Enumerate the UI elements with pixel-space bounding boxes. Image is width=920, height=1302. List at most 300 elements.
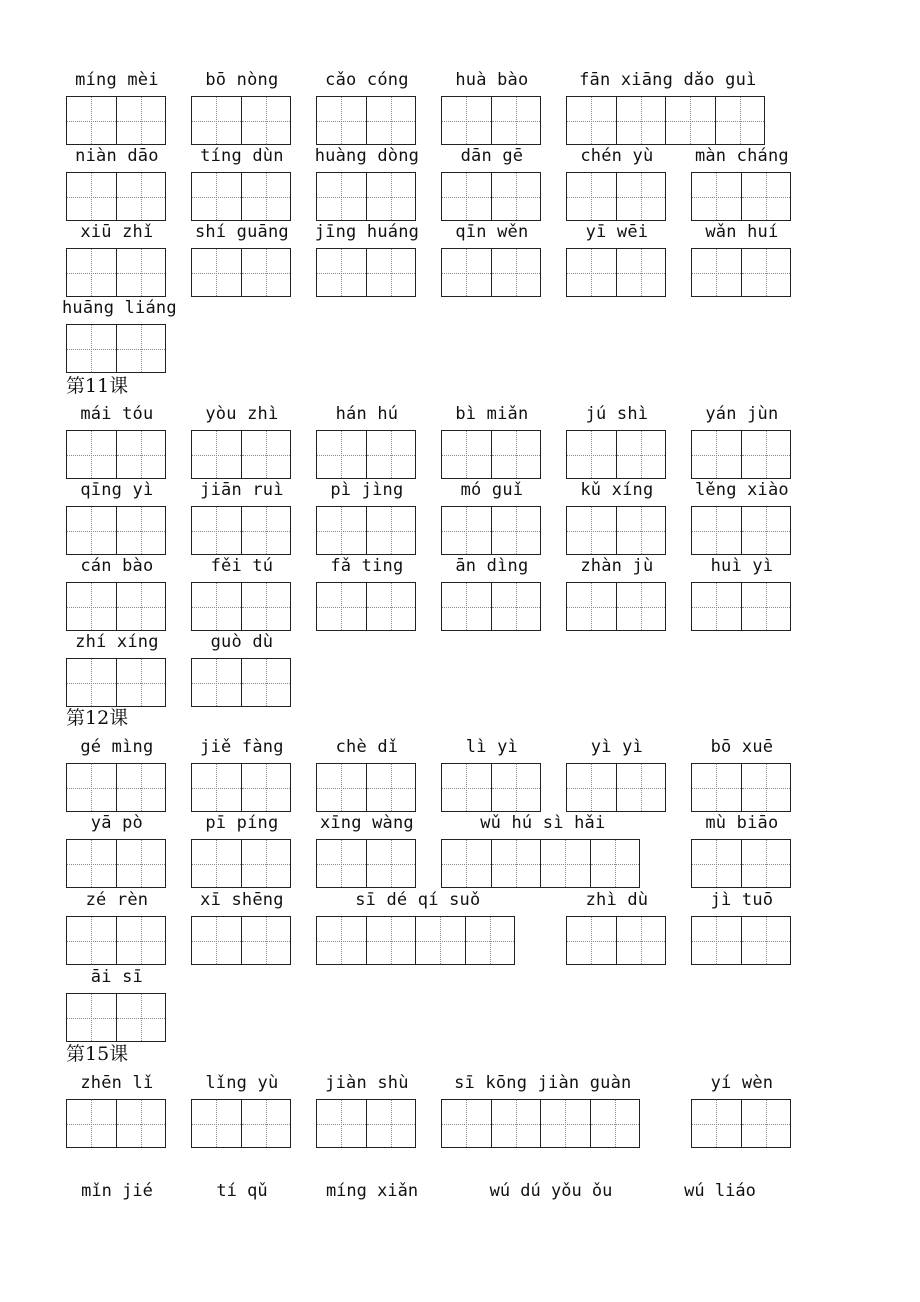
writing-grid[interactable] [66, 658, 166, 707]
character-cell[interactable] [742, 249, 792, 296]
writing-grid[interactable] [191, 506, 291, 555]
character-cell[interactable] [67, 173, 117, 220]
writing-grid[interactable] [66, 324, 166, 373]
character-cell[interactable] [367, 97, 417, 144]
pinyin-word [316, 737, 418, 813]
pinyin-word [316, 70, 418, 146]
character-cell[interactable] [692, 431, 742, 478]
pinyin-word [62, 298, 177, 374]
character-cell[interactable] [541, 1100, 591, 1147]
writing-grid[interactable] [441, 172, 541, 221]
word-row [0, 404, 920, 482]
writing-grid[interactable] [441, 506, 541, 555]
pinyin-label: xī shēng [200, 890, 284, 910]
pinyin-word [316, 1073, 418, 1149]
pinyin-label: chè dǐ [335, 737, 399, 757]
pinyin-label: jú shì [585, 404, 649, 424]
character-cell[interactable] [442, 173, 492, 220]
character-cell[interactable] [617, 431, 667, 478]
character-cell[interactable] [492, 431, 542, 478]
writing-grid[interactable] [691, 1099, 791, 1148]
character-cell[interactable] [242, 659, 292, 706]
character-cell[interactable] [492, 249, 542, 296]
character-cell[interactable] [692, 507, 742, 554]
pinyin-word [66, 556, 168, 632]
pinyin-word [566, 737, 668, 813]
character-cell[interactable] [117, 173, 167, 220]
pinyin-word [66, 890, 168, 966]
character-cell[interactable] [692, 583, 742, 630]
character-cell[interactable] [442, 840, 492, 887]
character-cell[interactable] [617, 173, 667, 220]
pinyin-label: mó guǐ [460, 480, 524, 500]
writing-grid[interactable] [316, 1099, 416, 1148]
pinyin-label: huāng liáng [62, 298, 177, 318]
writing-grid[interactable] [66, 763, 166, 812]
word-row [0, 480, 920, 558]
pinyin-label: lì yì [465, 737, 518, 757]
character-cell[interactable] [617, 97, 667, 144]
character-cell[interactable] [367, 840, 417, 887]
character-cell[interactable] [742, 917, 792, 964]
pinyin-label: pī píng [205, 813, 279, 833]
character-cell[interactable] [442, 507, 492, 554]
writing-grid[interactable] [441, 763, 541, 812]
pinyin-word [191, 632, 293, 708]
character-cell[interactable] [117, 583, 167, 630]
writing-grid[interactable] [316, 763, 416, 812]
pinyin-label: yí wèn [710, 1073, 774, 1093]
pinyin-word [566, 890, 668, 966]
character-cell[interactable] [242, 840, 292, 887]
character-cell[interactable] [591, 840, 641, 887]
pinyin-label: míng mèi [75, 70, 159, 90]
writing-grid[interactable] [316, 96, 416, 145]
character-cell[interactable] [242, 917, 292, 964]
character-cell[interactable] [67, 994, 117, 1041]
writing-grid[interactable] [566, 763, 666, 812]
pinyin-word [691, 813, 793, 889]
pinyin-label: jīng huáng [314, 222, 420, 242]
pinyin-word [191, 222, 293, 298]
pinyin-label: tíng dùn [200, 146, 284, 166]
pinyin-word [66, 1073, 168, 1149]
character-cell[interactable] [567, 507, 617, 554]
character-cell[interactable] [367, 173, 417, 220]
pinyin-label: guò dù [210, 632, 274, 652]
character-cell[interactable] [67, 431, 117, 478]
pinyin-word [191, 404, 293, 480]
character-cell[interactable] [442, 97, 492, 144]
writing-grid[interactable] [566, 172, 666, 221]
character-cell[interactable] [242, 764, 292, 811]
pinyin-label: cǎo cóng [325, 70, 409, 90]
character-cell[interactable] [466, 917, 516, 964]
writing-grid[interactable] [691, 172, 791, 221]
writing-grid[interactable] [691, 582, 791, 631]
pinyin-word [566, 556, 668, 632]
word-row [0, 222, 920, 300]
pinyin-label: zhì dù [585, 890, 649, 910]
character-cell[interactable] [442, 764, 492, 811]
character-cell[interactable] [742, 764, 792, 811]
writing-grid[interactable] [66, 1099, 166, 1148]
writing-grid[interactable] [691, 763, 791, 812]
pinyin-label: zhēn lǐ [80, 1073, 154, 1093]
writing-grid[interactable] [316, 839, 416, 888]
pinyin-word [316, 222, 418, 298]
pinyin-label: mǐn jié [81, 1181, 153, 1201]
character-cell[interactable] [192, 583, 242, 630]
character-cell[interactable] [567, 764, 617, 811]
pinyin-word [66, 967, 168, 1043]
character-cell[interactable] [117, 764, 167, 811]
pinyin-label: dān gē [460, 146, 524, 166]
pinyin-label: jiàn shù [325, 1073, 409, 1093]
pinyin-word [66, 737, 168, 813]
word-row [0, 298, 920, 376]
character-cell[interactable] [242, 431, 292, 478]
character-cell[interactable] [192, 659, 242, 706]
character-cell[interactable] [541, 840, 591, 887]
character-cell[interactable] [492, 583, 542, 630]
pinyin-label: xīng wàng [319, 813, 414, 833]
pinyin-word [691, 222, 793, 298]
character-cell[interactable] [117, 1100, 167, 1147]
character-cell[interactable] [192, 507, 242, 554]
writing-grid[interactable] [691, 248, 791, 297]
pinyin-word [66, 404, 168, 480]
character-cell[interactable] [492, 173, 542, 220]
character-cell[interactable] [567, 583, 617, 630]
pinyin-label: wú dú yǒu ǒu [489, 1181, 613, 1201]
pinyin-word [66, 70, 168, 146]
character-cell[interactable] [716, 97, 766, 144]
character-cell[interactable] [192, 97, 242, 144]
pinyin-label: tí qǔ [216, 1181, 268, 1201]
character-cell[interactable] [67, 840, 117, 887]
pinyin-label: bì miǎn [455, 404, 529, 424]
pinyin-label: fěi tú [210, 556, 274, 576]
pinyin-label: màn cháng [694, 146, 789, 166]
writing-grid[interactable] [191, 430, 291, 479]
character-cell[interactable] [192, 840, 242, 887]
character-cell[interactable] [567, 97, 617, 144]
pinyin-word [441, 222, 543, 298]
character-cell[interactable] [192, 764, 242, 811]
character-cell[interactable] [492, 507, 542, 554]
writing-grid[interactable] [691, 430, 791, 479]
character-cell[interactable] [617, 583, 667, 630]
pinyin-label: zhí xíng [75, 632, 159, 652]
pinyin-word [316, 890, 520, 966]
character-cell[interactable] [692, 249, 742, 296]
writing-grid[interactable] [691, 839, 791, 888]
character-cell[interactable] [416, 917, 466, 964]
writing-grid[interactable] [191, 839, 291, 888]
character-cell[interactable] [317, 917, 367, 964]
character-cell[interactable] [692, 1100, 742, 1147]
character-cell[interactable] [666, 97, 716, 144]
character-cell[interactable] [742, 507, 792, 554]
character-cell[interactable] [692, 840, 742, 887]
writing-grid[interactable] [441, 839, 640, 888]
character-cell[interactable] [742, 1100, 792, 1147]
character-cell[interactable] [567, 249, 617, 296]
writing-grid[interactable] [316, 172, 416, 221]
character-cell[interactable] [67, 917, 117, 964]
character-cell[interactable] [567, 917, 617, 964]
pinyin-label: qīng yì [80, 480, 154, 500]
writing-grid[interactable] [66, 96, 166, 145]
character-cell[interactable] [192, 917, 242, 964]
character-cell[interactable] [317, 583, 367, 630]
character-cell[interactable] [242, 97, 292, 144]
word-row [0, 632, 920, 710]
character-cell[interactable] [692, 764, 742, 811]
writing-grid[interactable] [316, 248, 416, 297]
writing-grid[interactable] [191, 582, 291, 631]
character-cell[interactable] [567, 173, 617, 220]
character-cell[interactable] [67, 507, 117, 554]
character-cell[interactable] [117, 431, 167, 478]
character-cell[interactable] [117, 325, 167, 372]
writing-grid[interactable] [691, 916, 791, 965]
character-cell[interactable] [492, 1100, 542, 1147]
character-cell[interactable] [367, 1100, 417, 1147]
writing-grid[interactable] [191, 172, 291, 221]
pinyin-word [691, 890, 793, 966]
character-cell[interactable] [67, 249, 117, 296]
character-cell[interactable] [742, 431, 792, 478]
character-cell[interactable] [692, 917, 742, 964]
writing-grid[interactable] [191, 763, 291, 812]
character-cell[interactable] [117, 917, 167, 964]
pinyin-word [566, 404, 668, 480]
word-row [0, 813, 920, 891]
character-cell[interactable] [67, 659, 117, 706]
pinyin-label: bō nòng [205, 70, 279, 90]
pinyin-label: jiān ruì [200, 480, 284, 500]
character-cell[interactable] [591, 1100, 641, 1147]
pinyin-label: niàn dāo [75, 146, 159, 166]
pinyin-word [691, 146, 793, 222]
character-cell[interactable] [67, 325, 117, 372]
pinyin-word [66, 146, 168, 222]
pinyin-label: jì tuō [710, 890, 774, 910]
character-cell[interactable] [442, 431, 492, 478]
writing-grid[interactable] [316, 430, 416, 479]
character-cell[interactable] [317, 507, 367, 554]
character-cell[interactable] [442, 583, 492, 630]
character-cell[interactable] [242, 1100, 292, 1147]
writing-grid[interactable] [66, 506, 166, 555]
lesson-heading: 第15课 [66, 1043, 129, 1065]
pinyin-word [191, 146, 293, 222]
pinyin-word [441, 146, 543, 222]
writing-grid[interactable] [66, 839, 166, 888]
character-cell[interactable] [242, 583, 292, 630]
writing-grid[interactable] [191, 96, 291, 145]
pinyin-label: ān dìng [455, 556, 529, 576]
writing-grid[interactable] [66, 993, 166, 1042]
word-row [0, 737, 920, 815]
writing-grid[interactable] [691, 506, 791, 555]
writing-grid[interactable] [66, 430, 166, 479]
pinyin-label: lǐng yù [205, 1073, 279, 1093]
pinyin-label: wǎn huí [705, 222, 779, 242]
character-cell[interactable] [567, 431, 617, 478]
writing-grid[interactable] [316, 506, 416, 555]
writing-grid[interactable] [566, 248, 666, 297]
pinyin-word [191, 813, 293, 889]
writing-grid[interactable] [566, 916, 666, 965]
pinyin-label: jiě fàng [200, 737, 284, 757]
pinyin-label: pì jìng [330, 480, 404, 500]
pinyin-label: cán bào [80, 556, 154, 576]
pinyin-label: chén yù [580, 146, 654, 166]
writing-grid[interactable] [66, 248, 166, 297]
writing-grid[interactable] [566, 506, 666, 555]
character-cell[interactable] [442, 249, 492, 296]
character-cell[interactable] [242, 173, 292, 220]
writing-grid[interactable] [441, 430, 541, 479]
word-row [0, 146, 920, 224]
writing-grid[interactable] [66, 172, 166, 221]
character-cell[interactable] [367, 507, 417, 554]
character-cell[interactable] [242, 507, 292, 554]
character-cell[interactable] [242, 249, 292, 296]
character-cell[interactable] [192, 249, 242, 296]
writing-grid[interactable] [441, 248, 541, 297]
character-cell[interactable] [117, 249, 167, 296]
pinyin-label: sī kōng jiàn guàn [454, 1073, 632, 1093]
pinyin-word [566, 70, 770, 146]
pinyin-label: wú liáo [684, 1181, 756, 1201]
character-cell[interactable] [117, 507, 167, 554]
character-cell[interactable] [492, 840, 542, 887]
pinyin-label: fǎ ting [330, 556, 404, 576]
character-cell[interactable] [317, 764, 367, 811]
pinyin-label: shí guāng [194, 222, 289, 242]
character-cell[interactable] [617, 917, 667, 964]
character-cell[interactable] [317, 840, 367, 887]
character-cell[interactable] [117, 659, 167, 706]
writing-grid[interactable] [66, 916, 166, 965]
character-cell[interactable] [692, 173, 742, 220]
pinyin-label: huà bào [455, 70, 529, 90]
character-cell[interactable] [367, 917, 417, 964]
writing-grid[interactable] [441, 96, 541, 145]
pinyin-word [691, 1073, 793, 1149]
character-cell[interactable] [67, 583, 117, 630]
lesson-heading: 第11课 [66, 375, 129, 397]
writing-grid[interactable] [566, 582, 666, 631]
word-row [0, 556, 920, 634]
pinyin-word [691, 737, 793, 813]
pinyin-word [691, 404, 793, 480]
character-cell[interactable] [117, 994, 167, 1041]
character-cell[interactable] [367, 583, 417, 630]
writing-grid[interactable] [191, 248, 291, 297]
word-row [0, 890, 920, 968]
pinyin-label: yòu zhì [205, 404, 279, 424]
character-cell[interactable] [742, 173, 792, 220]
pinyin-label: mù biāo [705, 813, 779, 833]
writing-grid[interactable] [316, 916, 515, 965]
lesson-heading: 第12课 [66, 707, 129, 729]
word-row [0, 967, 920, 1045]
writing-grid[interactable] [191, 658, 291, 707]
character-cell[interactable] [367, 249, 417, 296]
character-cell[interactable] [617, 507, 667, 554]
writing-grid[interactable] [316, 582, 416, 631]
pinyin-word [441, 404, 543, 480]
pinyin-word [691, 480, 793, 556]
character-cell[interactable] [367, 431, 417, 478]
pinyin-label: míng xiǎn [325, 1181, 419, 1201]
character-cell[interactable] [742, 840, 792, 887]
writing-grid[interactable] [566, 96, 765, 145]
pinyin-word [66, 813, 168, 889]
character-cell[interactable] [617, 249, 667, 296]
pinyin-word [566, 146, 668, 222]
character-cell[interactable] [492, 97, 542, 144]
writing-grid[interactable] [566, 430, 666, 479]
character-cell[interactable] [317, 431, 367, 478]
writing-grid[interactable] [191, 916, 291, 965]
writing-grid[interactable] [441, 582, 541, 631]
pinyin-word [441, 1073, 645, 1149]
writing-grid[interactable] [66, 582, 166, 631]
pinyin-word [441, 70, 543, 146]
character-cell[interactable] [192, 1100, 242, 1147]
character-cell[interactable] [617, 764, 667, 811]
writing-grid[interactable] [191, 1099, 291, 1148]
character-cell[interactable] [192, 173, 242, 220]
character-cell[interactable] [367, 764, 417, 811]
word-row [0, 70, 920, 148]
character-cell[interactable] [317, 173, 367, 220]
pinyin-word [441, 737, 543, 813]
character-cell[interactable] [742, 583, 792, 630]
pinyin-label: fān xiāng dǎo guì [579, 70, 757, 90]
character-cell[interactable] [67, 1100, 117, 1147]
character-cell[interactable] [117, 840, 167, 887]
character-cell[interactable] [317, 97, 367, 144]
character-cell[interactable] [192, 431, 242, 478]
character-cell[interactable] [117, 97, 167, 144]
pinyin-label: lěng xiào [694, 480, 789, 500]
pinyin-word [191, 890, 293, 966]
pinyin-label: sī dé qí suǒ [355, 890, 481, 910]
pinyin-word [316, 813, 418, 889]
character-cell[interactable] [317, 249, 367, 296]
pinyin-word [316, 146, 418, 222]
character-cell[interactable] [317, 1100, 367, 1147]
pinyin-word [691, 556, 793, 632]
pinyin-label: hán hú [335, 404, 399, 424]
character-cell[interactable] [67, 97, 117, 144]
character-cell[interactable] [492, 764, 542, 811]
writing-grid[interactable] [441, 1099, 640, 1148]
pinyin-label: gé mìng [80, 737, 154, 757]
pinyin-word [66, 632, 168, 708]
pinyin-label: xiū zhǐ [80, 222, 154, 242]
character-cell[interactable] [67, 764, 117, 811]
pinyin-word [66, 480, 168, 556]
character-cell[interactable] [442, 1100, 492, 1147]
